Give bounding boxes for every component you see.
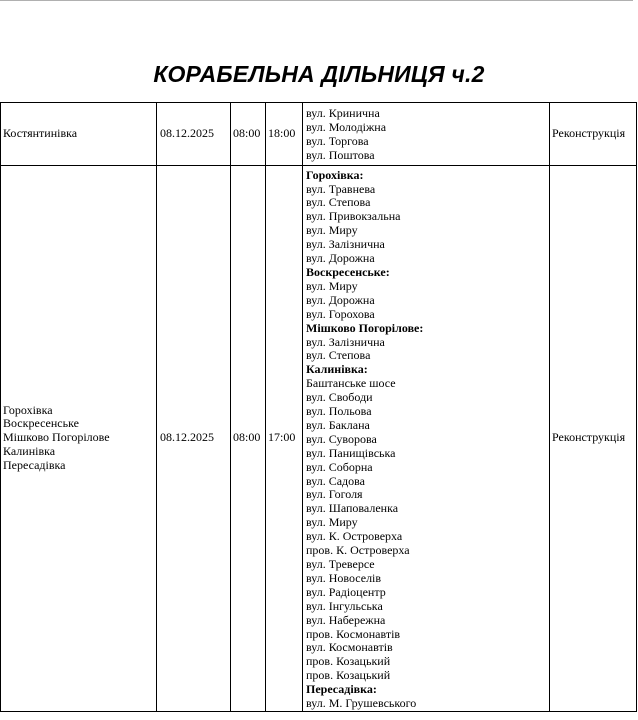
street-item: Баштанське шосе [306,376,396,391]
street-item: вул. Соборна [306,459,373,474]
end-time-cell: 17:00 [266,165,303,711]
settlement-name: Воскресенське [3,416,79,431]
street-item: вул. Молодіжна [306,119,387,134]
street-item: вул. Травнева [306,181,376,196]
street-item: вул. Залізнична [306,334,385,349]
street-item: пров. Козацький [306,654,391,669]
street-item: вул. Степова [306,348,371,363]
street-item: вул. Кринична [306,106,380,120]
village-subheading: Воскресенське: [306,264,390,279]
street-item: вул. Треверсе [306,557,375,571]
street-item: пров. К. Островерха [306,543,410,558]
start-time-cell: 08:00 [231,165,266,711]
street-item: вул. Шаповаленка [306,501,399,516]
street-item: вул. Поштова [306,147,375,162]
settlement-name: Горохівка [3,402,53,417]
village-subheading: Калинівка: [306,362,368,377]
street-item: вул. Миру [306,278,358,293]
street-item: вул. Горохова [306,306,375,321]
street-item: вул. Дорожна [306,251,375,266]
street-item: вул. Інгульська [306,598,383,613]
street-item: вул. Торгова [306,133,369,148]
village-subheading: Мішково Погорілове: [306,320,424,335]
date-cell: 08.12.2025 [157,165,231,711]
street-item: вул. Суворова [306,431,377,446]
top-border-line [0,0,633,1]
street-item: вул. Космонавтів [306,640,393,655]
date-cell: 08.12.2025 [157,103,231,166]
street-item: пров. Космонавтів [306,626,401,641]
settlement-name: Костянтинівка [3,125,78,140]
settlements-cell [1,165,157,711]
streets-cell [303,103,550,166]
street-item: вул. Миру [306,223,358,238]
street-item: вул. Миру [306,515,358,530]
street-item: вул. Набережна [306,612,386,627]
settlements-cell [1,103,157,166]
street-item: вул. К. Островерха [306,529,403,544]
street-item: вул. М. Грушевського [306,696,417,711]
end-time-cell: 18:00 [266,103,303,166]
table-row [1,165,637,711]
settlement-name: Калинівка [3,444,56,459]
street-item: вул. Степова [306,195,371,210]
street-item: вул. Панищівська [306,445,396,460]
street-item: вул. Новоселів [306,570,382,585]
streets-cell [303,165,550,711]
reason-cell: Реконструкція [550,165,637,711]
street-item: вул. Дорожна [306,292,375,307]
table-row [1,103,637,166]
street-item: пров. Козацький [306,668,391,683]
street-item: вул. Свободи [306,390,373,405]
street-item: вул. Садова [306,473,365,488]
street-item: вул. Баклана [306,417,370,432]
street-item: вул. Залізнична [306,237,385,252]
page-title: КОРАБЕЛЬНА ДІЛЬНИЦЯ ч.2 [153,61,485,87]
street-item: вул. Польова [306,404,372,419]
schedule-table [0,102,637,712]
village-subheading: Пересадівка: [306,682,377,697]
settlement-name: Пересадівка [3,458,66,473]
village-subheading: Горохівка: [306,167,364,182]
street-item: вул. Привокзальна [306,209,401,224]
start-time-cell: 08:00 [231,103,266,166]
street-item: вул. Радіоцентр [306,584,386,599]
reason-cell: Реконструкція [550,103,637,166]
street-item: вул. Гоголя [306,487,363,502]
settlement-name: Мішково Погорілове [3,430,110,445]
